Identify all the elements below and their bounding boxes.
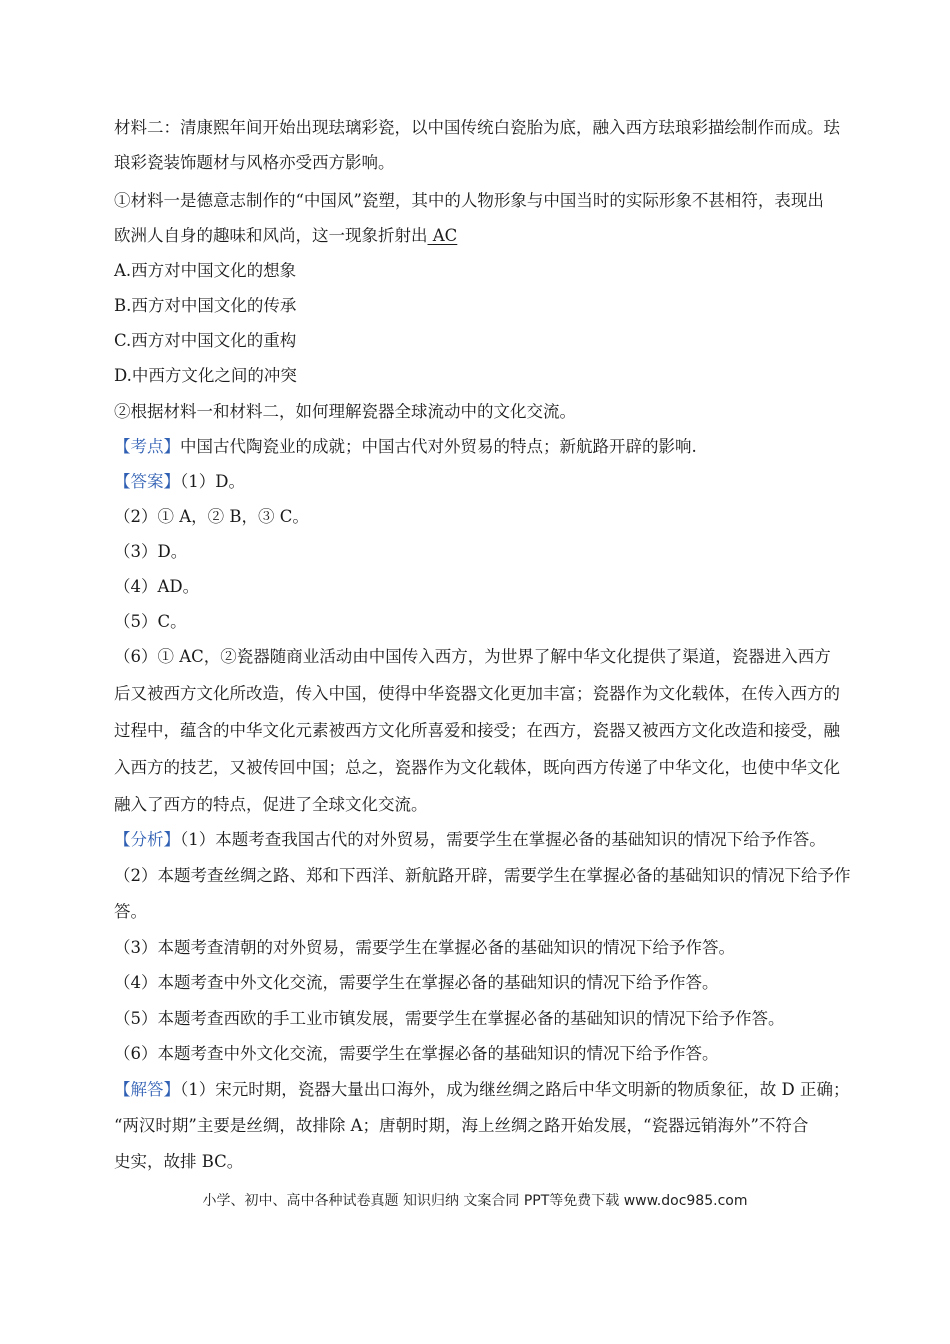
answer-tag: 【答案】 [114, 472, 180, 491]
analysis-4: （4）本题考查中外文化交流，需要学生在掌握必备的基础知识的情况下给予作答。 [114, 973, 719, 992]
solution-tag: 【解答】 [114, 1080, 180, 1099]
answer-6-line3: 过程中，蕴含的中华文化元素被西方文化所喜爱和接受；在西方，瓷器又被西方文化改造和接受，融 [114, 721, 840, 740]
option-b: B.西方对中国文化的传承 [114, 296, 297, 315]
analysis-2-line2: 答。 [114, 902, 147, 921]
solution-line2: “两汉时期”主要是丝绸，故排除 A；唐朝时期，海上丝绸之路开始发展，“瓷器远销海外”不符合 [114, 1116, 809, 1135]
material2-line1: 材料二：清康熙年间开始出现珐璃彩瓷，以中国传统白瓷胎为底，融入西方珐琅彩描绘制作而成。珐 [114, 118, 840, 137]
analysis-2-line1: （2）本题考查丝绸之路、郑和下西洋、新航路开辟，需要学生在掌握必备的基础知识的情况下给予作 [114, 866, 851, 885]
analysis-3: （3）本题考查清朝的对外贸易，需要学生在掌握必备的基础知识的情况下给予作答。 [114, 938, 735, 957]
analysis-1: （1）本题考查我国古代的对外贸易，需要学生在掌握必备的基础知识的情况下给予作答。 [180, 830, 826, 849]
page-footer: 小学、初中、高中各种试卷真题 知识归纳 文案合同 PPT等免费下载 www.doc985.com [202, 1193, 748, 1209]
question1-answer-blank: AC [427, 226, 458, 245]
answer-6-line2: 后又被西方文化所改造，传入中国，使得中华瓷器文化更加丰富；瓷器作为文化载体，在传入西方的 [114, 684, 840, 703]
kaodian-text: 中国古代陶瓷业的成就；中国古代对外贸易的特点；新航路开辟的影响. [180, 437, 697, 456]
answer-6-line1: （6）① AC，②瓷器随商业活动由中国传入西方，为世界了解中华文化提供了渠道，瓷器进入西方 [114, 647, 831, 666]
question2: ②根据材料一和材料二，如何理解瓷器全球流动中的文化交流。 [114, 402, 576, 421]
answer-line1 [114, 470, 245, 494]
kaodian-line [114, 435, 697, 459]
option-d: D.中西方文化之间的冲突 [114, 366, 297, 385]
answer-6-line5: 融入了西方的特点，促进了全球文化交流。 [114, 795, 428, 814]
answer-5: （5）C。 [114, 612, 187, 631]
question1-line1: ①材料一是德意志制作的“中国风”瓷塑，其中的人物形象与中国当时的实际形象不甚相符，表现出 [114, 191, 824, 210]
question1-line2 [114, 224, 457, 248]
answer-1: （1）D。 [180, 472, 245, 491]
kaodian-tag: 【考点】 [114, 437, 180, 456]
question1-prefix: 欧洲人自身的趣味和风尚，这一现象折射出 [114, 226, 428, 245]
answer-4: （4）AD。 [114, 577, 200, 596]
analysis-line1 [114, 828, 826, 852]
solution-line3: 史实，故排 BC。 [114, 1152, 244, 1171]
answer-3: （3）D。 [114, 542, 188, 561]
answer-2: （2）① A，② B，③ C。 [114, 507, 309, 526]
answer-6-line4: 入西方的技艺，又被传回中国；总之，瓷器作为文化载体，既向西方传递了中华文化，也使中华文化 [114, 758, 840, 777]
option-c: C.西方对中国文化的重构 [114, 331, 297, 350]
solution-text-1: （1）宋元时期，瓷器大量出口海外，成为继丝绸之路后中华文明新的物质象征，故 D 正确； [180, 1080, 850, 1099]
material2-line2: 琅彩瓷装饰题材与风格亦受西方影响。 [114, 153, 395, 172]
analysis-5: （5）本题考查西欧的手工业市镇发展，需要学生在掌握必备的基础知识的情况下给予作答。 [114, 1009, 785, 1028]
analysis-tag: 【分析】 [114, 830, 180, 849]
solution-line1 [114, 1078, 849, 1102]
option-a: A.西方对中国文化的想象 [114, 261, 297, 280]
analysis-6: （6）本题考查中外文化交流，需要学生在掌握必备的基础知识的情况下给予作答。 [114, 1044, 719, 1063]
